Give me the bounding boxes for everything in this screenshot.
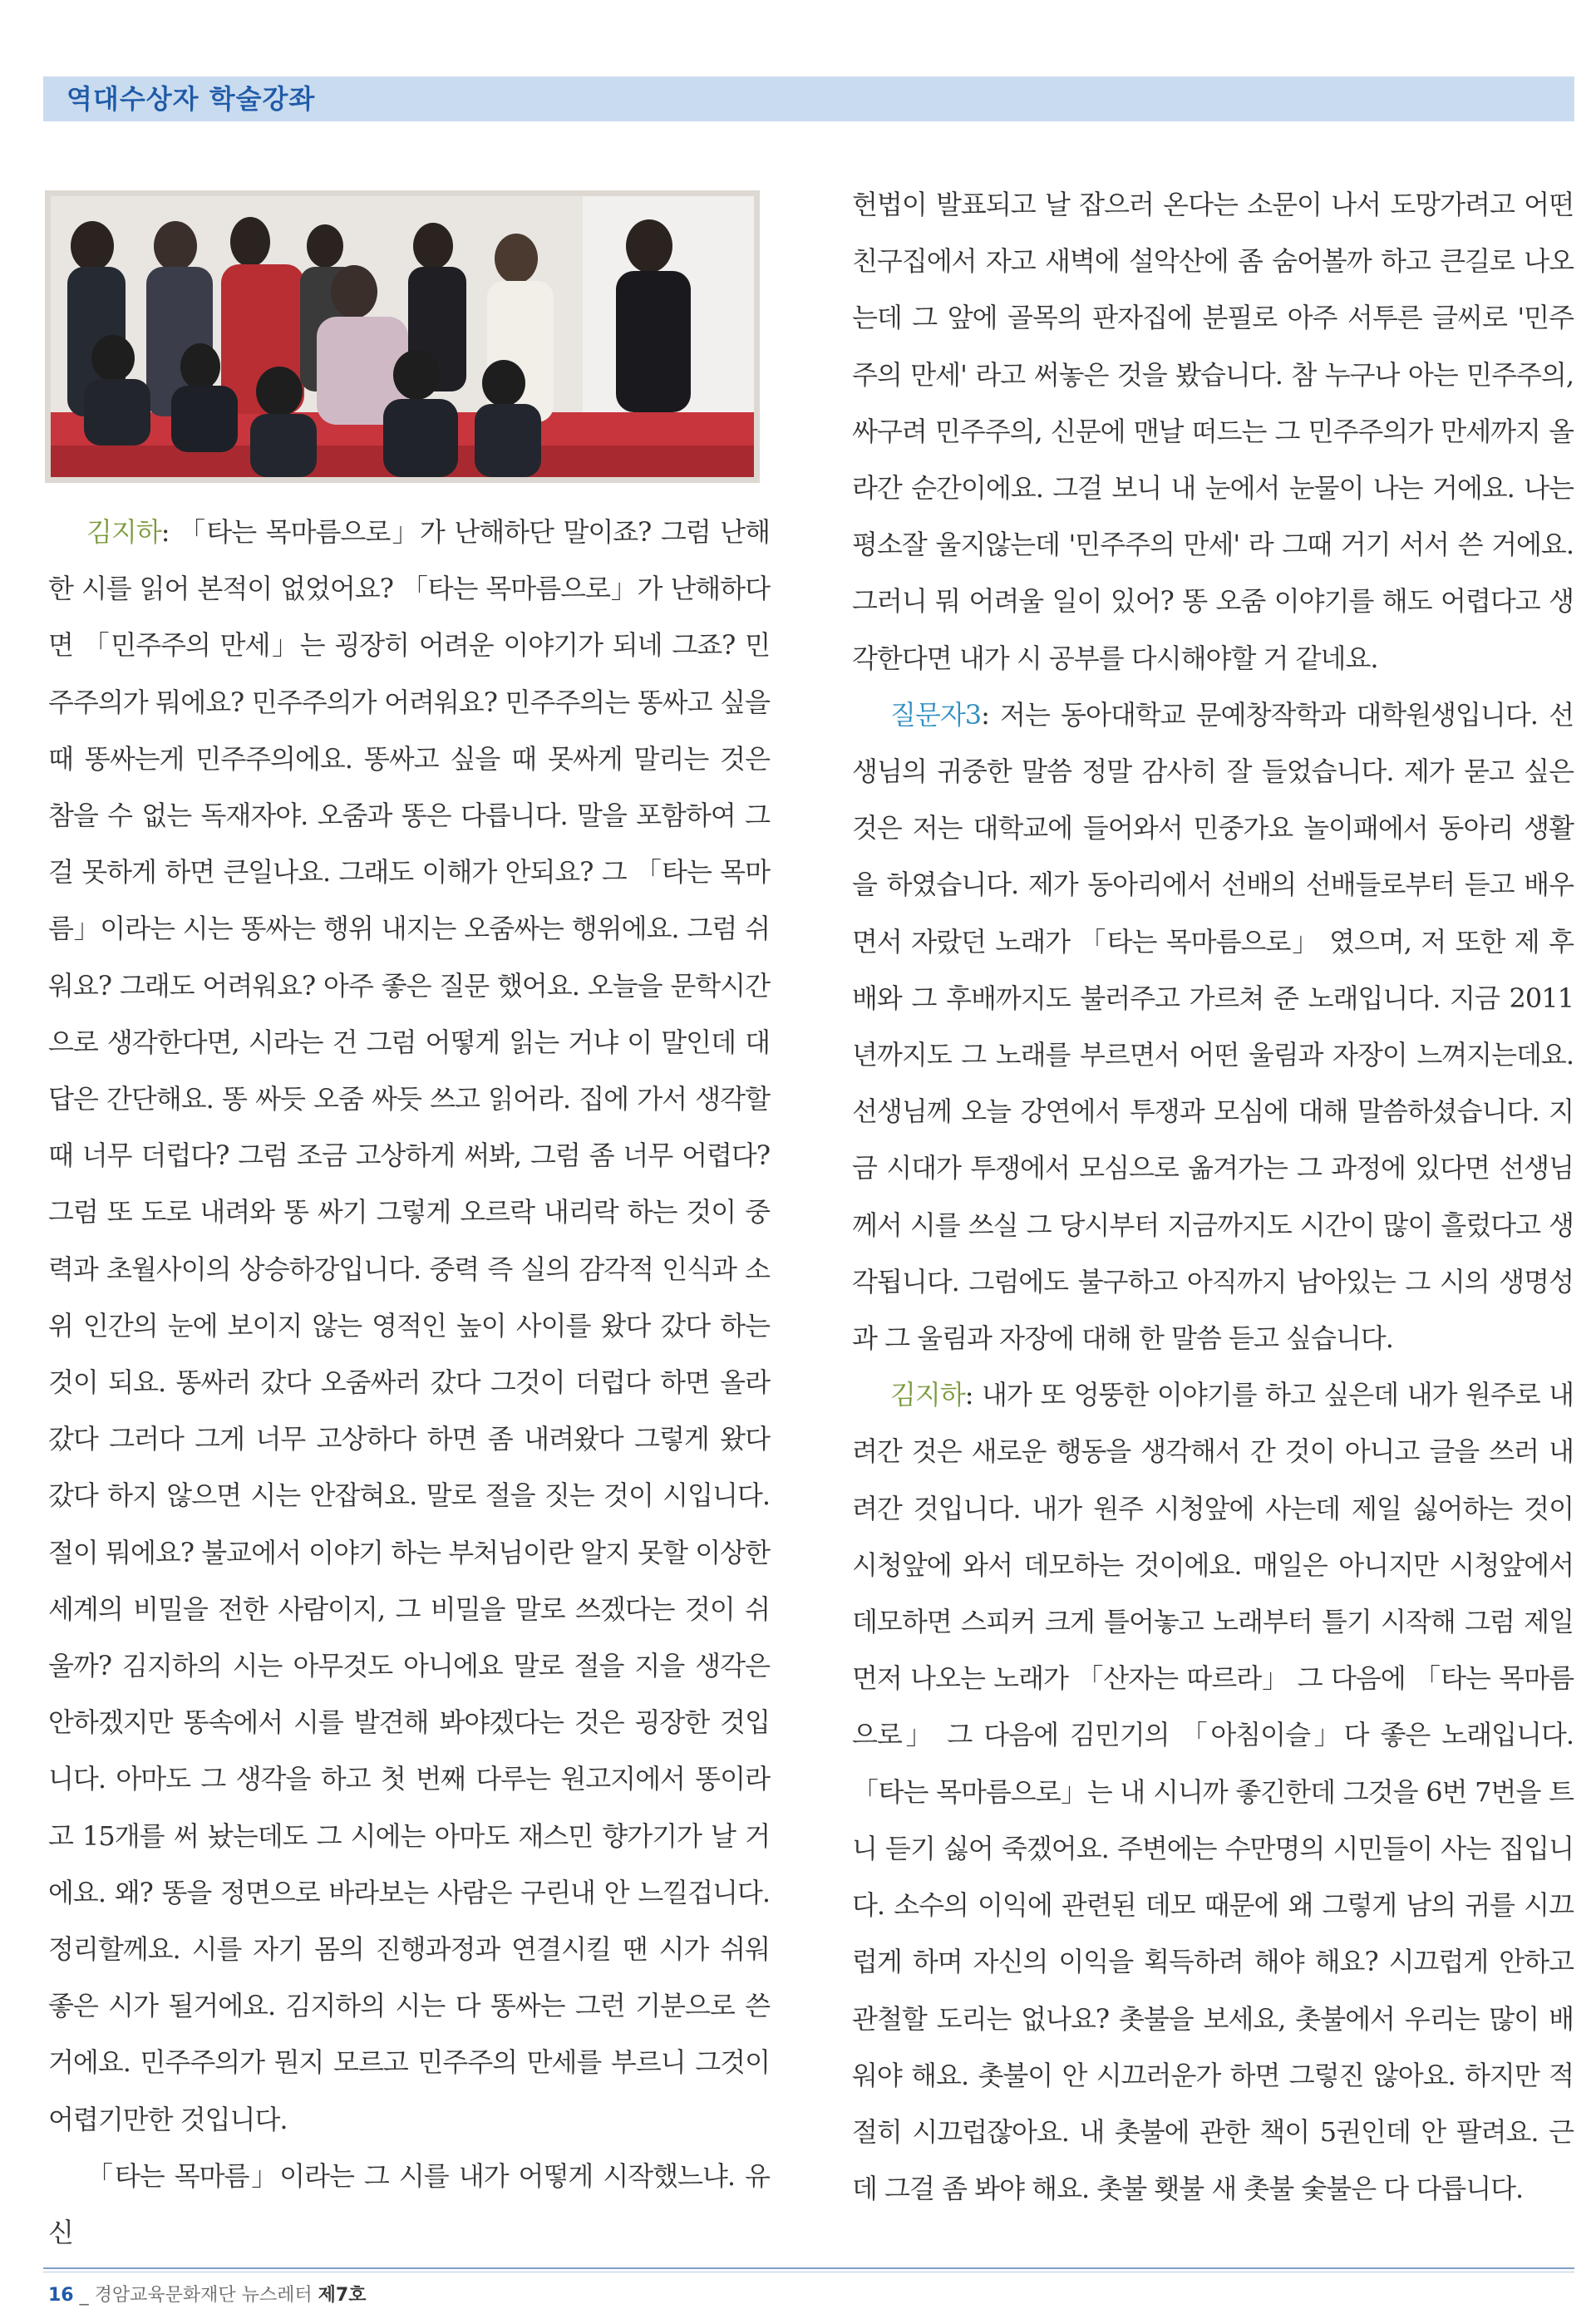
issue-number: 제7호 xyxy=(318,2285,367,2306)
page-number: 16 xyxy=(48,2285,74,2306)
page-footer xyxy=(48,2281,366,2307)
paragraph-text: 헌법이 발표되고 날 잡으러 온다는 소문이 나서 도망가려고 어떤 친구집에서 자고 새벽에 설악산에 좀 숨어볼까 하고 큰길로 나오는데 그 앞에 골목의 판자집에 분필로 아주 서투른 글씨로 '민주주의 만세' 라고 써놓은 것을 봤습니다. 참 누구나 아는 민주주의, 싸구려 민주주의, 신문에 맨날 떠드는 그 민주주의가 만세까지 올라간 순간이에요. 그걸 보니 내 눈에서 눈물이 나는 거에요. 나는 평소잘 울지않는데 '민주주의 만세' 라 그때 거기 서서 쓴 거에요. 그러니 뭐 어려울 일이 있어? 똥 오줌 이야기를 해도 어렵다고 생각한다면 내가 시 공부를 다시해야할 거 같네요. xyxy=(852,189,1574,674)
speaker-name: 김지하 xyxy=(890,1379,965,1411)
right-text-column xyxy=(852,176,1574,2217)
footer-rule xyxy=(43,2267,1574,2269)
speaker-name: 김지하 xyxy=(86,516,161,548)
speaker-name: 질문자3 xyxy=(890,698,982,731)
section-title: 역대수상자 학술강좌 xyxy=(66,83,316,115)
footer-separator: _ xyxy=(79,2285,89,2306)
paragraph-text: : 내가 또 엉뚱한 이야기를 하고 싶은데 내가 원주로 내려간 것은 새로운 행동을 생각해서 간 것이 아니고 글을 쓰러 내려간 것입니다. 내가 원주 시청앞에 사는데 제일 싫어하는 것이 시청앞에 와서 데모하는 것이에요. 매일은 아니지만 시청앞에서 데모하면 스피커 크게 틀어놓고 노래부터 틀기 시작해 그럼 제일 먼저 나오는 노래가 「산자는 따르라」 그 다음에 「타는 목마름으로」 그 다음에 김민기의 「아침이슬」다 좋은 노래입니다. 「타는 목마름으로」는 내 시니까 좋긴한데 그것을 6번 7번을 트니 듣기 싫어 죽겠어요. 주변에는 수만명의 시민들이 사는 집입니다. 소수의 이익에 관련된 데모 때문에 왜 그렇게 남의 귀를 시끄럽게 하며 자신의 이익을 획득하려 해야 해요? 시끄럽게 안하고 관철할 도리는 없나요? 촛불을 보세요, 촛불에서 우리는 많이 배워야 해요. 촛불이 안 시끄러운가 하면 그렇진 않아요. 하지만 적절히 시끄럽잖아요. 내 촛불에 관한 책이 5권인데 안 팔려요. 근데 그걸 좀 봐야 해요. 촛불 횃불 새 촛불 숯불은 다 다릅니다. xyxy=(852,1379,1574,2205)
lecture-audience-photo xyxy=(45,190,760,483)
paragraph-text: : 저는 동아대학교 문예창작학과 대학원생입니다. 선생님의 귀중한 말씀 정말 감사히 잘 들었습니다. 제가 묻고 싶은 것은 저는 대학교에 들어와서 민중가요 놀이패에서 동아리 생활을 하였습니다. 제가 동아리에서 선배의 선배들로부터 듣고 배우면서 자랐던 노래가 「타는 목마름으로」 였으며, 저 또한 제 후배와 그 후배까지도 불러주고 가르쳐 준 노래입니다. 지금 2011년까지도 그 노래를 부르면서 어떤 울림과 자장이 느껴지는데요. 선생님께 오늘 강연에서 투쟁과 모심에 대해 말씀하셨습니다. 지금 시대가 투쟁에서 모심으로 옮겨가는 그 과정에 있다면 선생님께서 시를 쓰실 그 당시부터 지금까지도 시간이 많이 흘렀다고 생각됩니다. 그럼에도 불구하고 아직까지 남아있는 그 시의 생명성과 그 울림과 자장에 대해 한 말씀 듣고 싶습니다. xyxy=(852,698,1574,1355)
publication-name: 경암교육문화재단 뉴스레터 xyxy=(94,2285,313,2306)
paragraph-text: 「타는 목마름」이라는 그 시를 내가 어떻게 시작했느냐. 유신 xyxy=(48,2159,770,2249)
left-text-column xyxy=(48,504,770,2261)
paragraph-text: : 「타는 목마름으로」가 난해하단 말이죠? 그럼 난해한 시를 읽어 본적이 없었어요? 「타는 목마름으로」가 난해하다면 「민주주의 만세」는 굉장히 어려운 이야기가 되네 그죠? 민주주의가 뭐에요? 민주주의가 어려워요? 민주주의는 똥싸고 싶을 때 똥싸는게 민주주의에요. 똥싸고 싶을 때 못싸게 말리는 것은 참을 수 없는 독재자야. 오줌과 똥은 다릅니다. 말을 포함하여 그걸 못하게 하면 큰일나요. 그래도 이해가 안되요? 그 「타는 목마름」이라는 시는 똥싸는 행위 내지는 오줌싸는 행위에요. 그럼 쉬워요? 그래도 어려워요? 아주 좋은 질문 했어요. 오늘을 문학시간으로 생각한다면, 시라는 건 그럼 어떻게 읽는 거냐 이 말인데 대답은 간단해요. 똥 싸듯 오줌 싸듯 쓰고 읽어라. 집에 가서 생각할 때 너무 더럽다? 그럼 조금 고상하게 써봐, 그럼 좀 너무 어렵다? 그럼 또 도로 내려와 똥 싸기 그렇게 오르락 내리락 하는 것이 중력과 초월사이의 상승하강입니다. 중력 즉 실의 감각적 인식과 소위 인간의 눈에 보이지 않는 영적인 높이 사이를 왔다 갔다 하는 것이 되요. 똥싸러 갔다 오줌싸러 갔다 그것이 더럽다 하면 올라갔다 그러다 그게 너무 고상하다 하면 좀 내려왔다 그렇게 왔다 갔다 하지 않으면 시는 안잡혀요. 말로 절을 짓는 것이 시입니다. 절이 뭐에요? 불교에서 이야기 하는 부처님이란 알지 못할 이상한 세계의 비밀을 전한 사람이지, 그 비밀을 말로 쓰겠다는 것이 쉬울까? 김지하의 시는 아무것도 아니에요 말로 절을 지을 생각은 안하겠지만 똥속에서 시를 발견해 봐야겠다는 것은 굉장한 것입니다. 아마도 그 생각을 하고 첫 번째 다루는 원고지에서 똥이라고 15개를 써 놨는데도 그 시에는 아마도 재스민 향가기가 날 거에요. 왜? 똥을 정면으로 바라보는 사람은 구린내 안 느낄겁니다. 정리할께요. 시를 자기 몸의 진행과정과 연결시킬 땐 시가 쉬워 좋은 시가 될거에요. 김지하의 시는 다 똥싸는 그런 기분으로 쓴 거에요. 민주주의가 뭔지 모르고 민주주의 만세를 부르니 그것이 어렵기만한 것입니다. xyxy=(48,516,770,2135)
